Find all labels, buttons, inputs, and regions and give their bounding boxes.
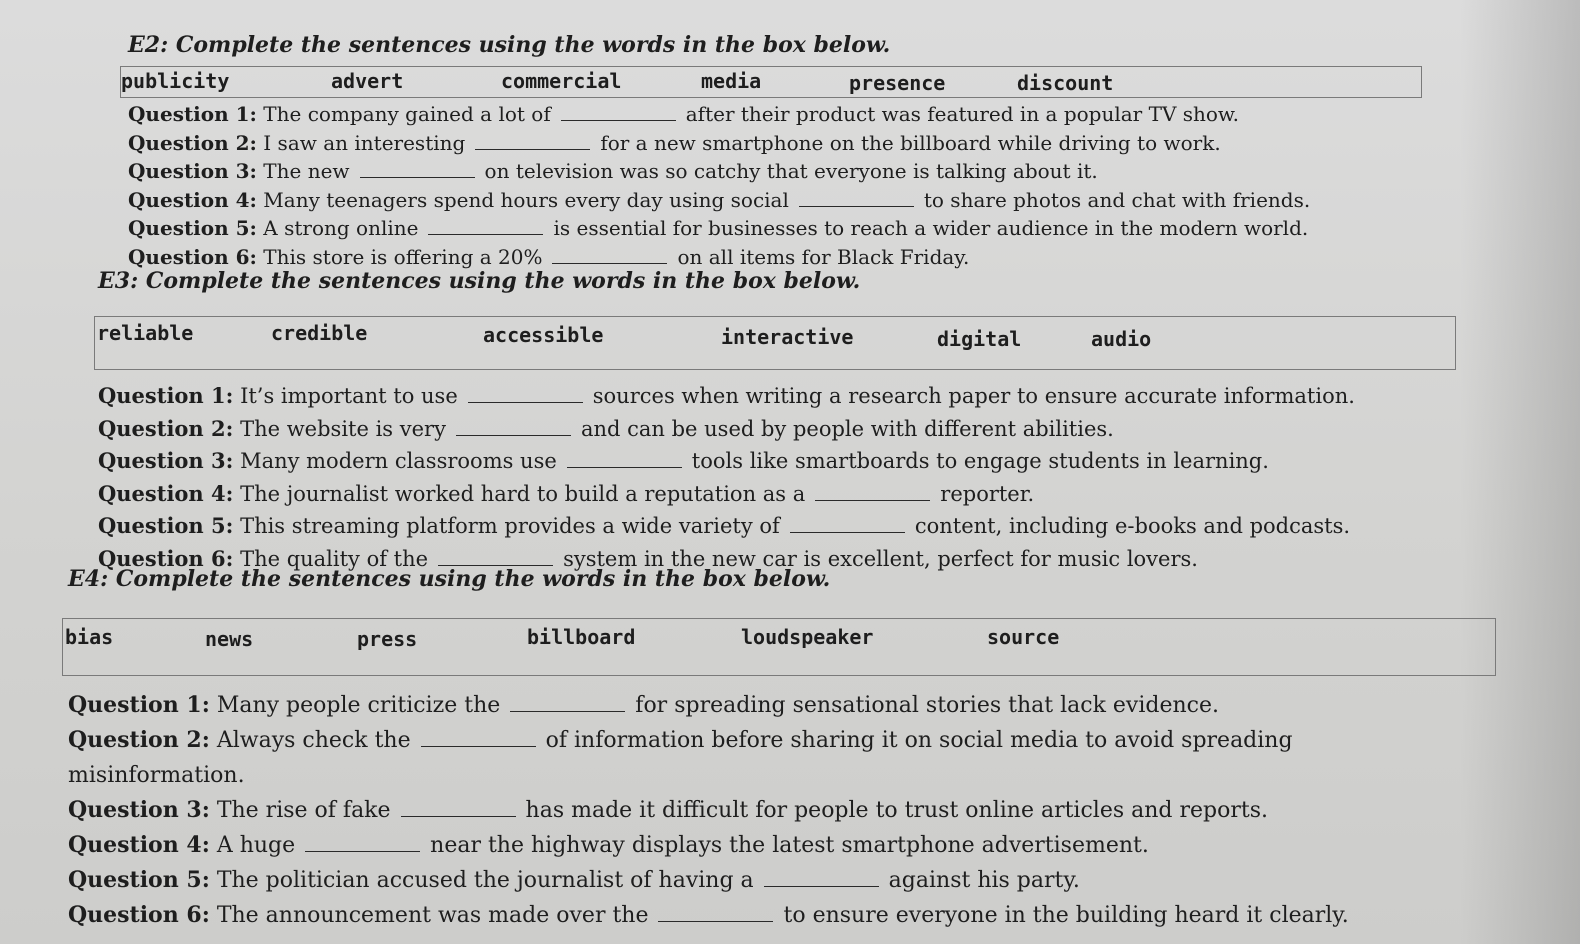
question-label: Question 6: — [98, 545, 234, 571]
answer-blank[interactable] — [510, 693, 625, 712]
question-text-before: The journalist worked hard to build a reputation as a — [240, 481, 806, 506]
question-text-before: The quality of the — [240, 546, 429, 571]
word-box-item: publicity — [121, 69, 230, 93]
question-list — [128, 100, 1428, 271]
word-box-item: presence — [849, 71, 946, 95]
word-box-item: news — [205, 627, 254, 651]
word-box — [94, 316, 1456, 370]
question-text-before: Many people criticize the — [216, 693, 501, 718]
question-item — [68, 863, 1508, 898]
question-label: Question 1: — [128, 102, 257, 126]
question-text-before: The rise of fake — [216, 798, 391, 823]
question-label: Question 2: — [128, 130, 257, 155]
word-box-item: accessible — [483, 323, 604, 347]
answer-blank[interactable] — [428, 216, 543, 235]
question-item — [98, 445, 1468, 478]
word-box-item: discount — [1017, 71, 1114, 95]
question-label: Question 3: — [128, 159, 257, 183]
question-text-before: A huge — [216, 833, 296, 858]
question-text-before: The politician accused the journalist of having a — [216, 868, 754, 893]
exercise-heading: E2: Complete the sentences using the words in the box below. — [128, 32, 891, 58]
question-text-before: This streaming platform provides a wide variety of — [240, 514, 780, 538]
word-box-item: billboard — [527, 625, 636, 649]
question-text-after: to share photos and chat with friends. — [923, 187, 1311, 212]
question-item — [128, 214, 1428, 243]
question-item — [68, 793, 1508, 828]
answer-blank[interactable] — [468, 384, 583, 403]
answer-blank[interactable] — [438, 547, 553, 566]
answer-blank[interactable] — [552, 245, 667, 264]
word-box — [62, 618, 1496, 676]
word-box-item: media — [701, 69, 762, 93]
question-label: Question 4: — [68, 832, 210, 858]
question-text-before: This store is offering a 20% — [263, 244, 543, 269]
question-item — [128, 129, 1428, 158]
word-box-item: loudspeaker — [741, 625, 874, 649]
word-box-item: advert — [331, 69, 404, 93]
question-item — [128, 243, 1428, 272]
answer-blank[interactable] — [561, 102, 676, 121]
word-box-item: audio — [1091, 327, 1152, 351]
exercise-heading: E4: Complete the sentences using the words in the box below. — [68, 566, 831, 592]
question-label: Question 1: — [68, 692, 210, 718]
answer-blank[interactable] — [401, 798, 516, 817]
answer-blank[interactable] — [360, 159, 475, 178]
exercise-heading: E3: Complete the sentences using the words in the box below. — [98, 268, 861, 294]
question-label: Question 6: — [68, 902, 210, 928]
question-item — [128, 186, 1428, 215]
exercise-e2 — [121, 32, 1428, 271]
question-text-before: The company gained a lot of — [263, 102, 551, 126]
question-label: Question 2: — [98, 415, 234, 441]
question-label: Question 2: — [68, 727, 210, 753]
question-text-before: Always check the — [216, 728, 411, 753]
exercise-e3 — [98, 268, 1468, 575]
question-item — [68, 828, 1508, 863]
question-text-after: for spreading sensational stories that lack evidence. — [635, 693, 1219, 718]
question-text-before: The new — [263, 159, 350, 183]
question-item — [68, 723, 1368, 793]
question-text-after: tools like smartboards to engage students in learning. — [691, 449, 1269, 473]
answer-blank[interactable] — [567, 449, 682, 468]
question-label: Question 3: — [68, 797, 210, 823]
question-label: Question 5: — [68, 867, 210, 893]
question-text-after: of information before sharing it on social media to avoid spreading misinformation. — [68, 728, 1293, 788]
question-text-before: I saw an interesting — [263, 130, 466, 155]
question-text-after: for a new smartphone on the billboard while driving to work. — [600, 130, 1221, 155]
question-item — [98, 510, 1468, 543]
question-text-after: system in the new car is excellent, perfect for music lovers. — [563, 546, 1198, 571]
question-label: Question 6: — [128, 244, 257, 269]
answer-blank[interactable] — [305, 833, 420, 852]
exercise-e4 — [65, 566, 1508, 933]
question-text-before: The announcement was made over the — [216, 903, 649, 928]
question-text-after: to ensure everyone in the building heard it clearly. — [783, 903, 1349, 928]
question-text-after: has made it difficult for people to trust online articles and reports. — [525, 798, 1268, 823]
question-text-after: against his party. — [888, 868, 1080, 893]
question-item — [98, 413, 1468, 446]
question-list — [98, 380, 1468, 575]
question-text-before: The website is very — [240, 416, 446, 441]
question-label: Question 3: — [98, 448, 234, 473]
answer-blank[interactable] — [658, 903, 773, 922]
answer-blank[interactable] — [421, 728, 536, 747]
question-text-after: is essential for businesses to reach a wider audience in the modern world. — [553, 216, 1309, 240]
word-box-item: commercial — [501, 69, 622, 93]
question-label: Question 5: — [128, 216, 257, 240]
question-item — [98, 380, 1468, 413]
question-text-after: reporter. — [940, 481, 1035, 506]
question-list — [68, 688, 1508, 933]
word-box-item: source — [987, 625, 1060, 649]
question-text-after: content, including e-books and podcasts. — [914, 514, 1351, 538]
word-box-item: interactive — [721, 325, 854, 349]
question-item — [68, 898, 1508, 933]
question-item — [128, 100, 1428, 129]
question-text-after: and can be used by people with different abilities. — [580, 416, 1114, 441]
question-text-after: after their product was featured in a popular TV show. — [685, 102, 1240, 126]
question-text-before: Many teenagers spend hours every day using social — [263, 187, 789, 212]
word-box-item: reliable — [97, 321, 194, 345]
word-box-item: bias — [65, 625, 114, 649]
question-text-after: on all items for Black Friday. — [677, 244, 970, 269]
answer-blank[interactable] — [456, 417, 571, 436]
answer-blank[interactable] — [764, 868, 879, 887]
question-text-before: A strong online — [263, 216, 419, 240]
answer-blank[interactable] — [815, 482, 930, 501]
question-text-before: Many modern classrooms use — [240, 449, 557, 473]
question-text-after: on television was so catchy that everyone is talking about it. — [484, 159, 1098, 183]
question-item — [68, 688, 1508, 723]
answer-blank[interactable] — [799, 188, 914, 207]
word-box-item: credible — [271, 321, 368, 345]
question-label: Question 1: — [98, 383, 234, 408]
question-item — [128, 157, 1428, 186]
answer-blank[interactable] — [790, 514, 905, 533]
word-box-item: press — [357, 627, 418, 651]
question-text-after: near the highway displays the latest smartphone advertisement. — [430, 833, 1149, 858]
answer-blank[interactable] — [475, 131, 590, 150]
question-item — [98, 478, 1468, 511]
word-box-item: digital — [937, 327, 1022, 351]
question-label: Question 4: — [98, 480, 234, 506]
question-text-after: sources when writing a research paper to ensure accurate information. — [592, 384, 1355, 408]
question-label: Question 4: — [128, 187, 257, 212]
question-text-before: It’s important to use — [240, 384, 458, 408]
word-box — [120, 66, 1422, 98]
question-label: Question 5: — [98, 513, 234, 538]
